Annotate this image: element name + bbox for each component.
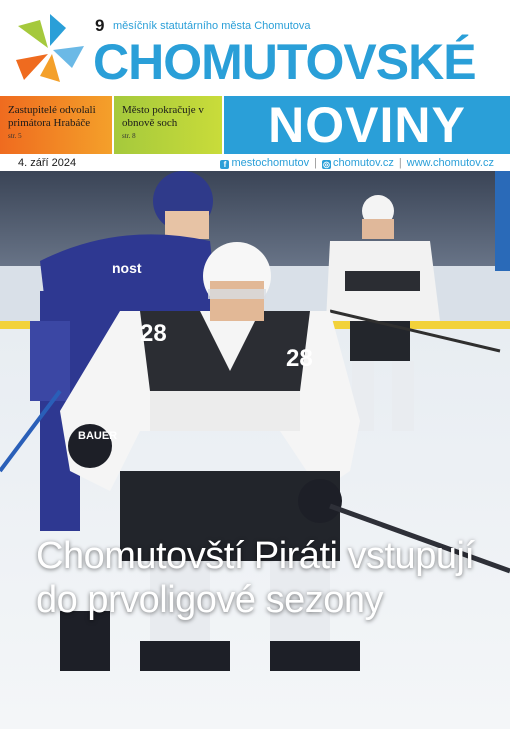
teaser-title: Město pokračuje v obnově soch bbox=[122, 104, 204, 129]
glove-brand: BAUER bbox=[78, 430, 118, 442]
instagram-icon: ◎ bbox=[322, 160, 330, 169]
teaser-article-2[interactable] bbox=[114, 96, 222, 154]
instagram-link[interactable]: chomutov.cz bbox=[332, 157, 394, 169]
issue-number: 9 bbox=[95, 16, 105, 35]
jersey-sponsor: nost bbox=[112, 260, 142, 276]
cover-photo bbox=[0, 171, 510, 729]
teaser-page: str. 5 bbox=[8, 132, 22, 140]
facebook-icon: f bbox=[220, 160, 229, 169]
web-link[interactable]: www.chomutov.cz bbox=[406, 157, 494, 169]
masthead-title-box bbox=[224, 96, 510, 154]
teaser-article-1[interactable] bbox=[0, 96, 112, 154]
masthead-title: CHOMUTOVSKÉ bbox=[93, 34, 476, 90]
facebook-link[interactable]: mestochomutov bbox=[231, 157, 310, 169]
masthead-subtitle: NOVINY bbox=[268, 97, 466, 153]
separator: | bbox=[398, 157, 402, 169]
issue-date: 4. září 2024 bbox=[18, 157, 77, 169]
teaser-page: str. 8 bbox=[122, 132, 136, 140]
jersey-number: 28 bbox=[286, 345, 313, 372]
separator: | bbox=[314, 157, 317, 169]
jersey-number: 28 bbox=[140, 320, 167, 347]
city-logo bbox=[10, 10, 90, 90]
social-links bbox=[220, 157, 494, 169]
tagline: měsíčník statutárního města Chomutova bbox=[113, 20, 311, 32]
teaser-title: Zastupitelé odvolali primátora Hrabáče bbox=[8, 104, 96, 129]
cover-headline: Chomutovští Piráti vstupují do prvoligové sezony bbox=[36, 535, 475, 621]
